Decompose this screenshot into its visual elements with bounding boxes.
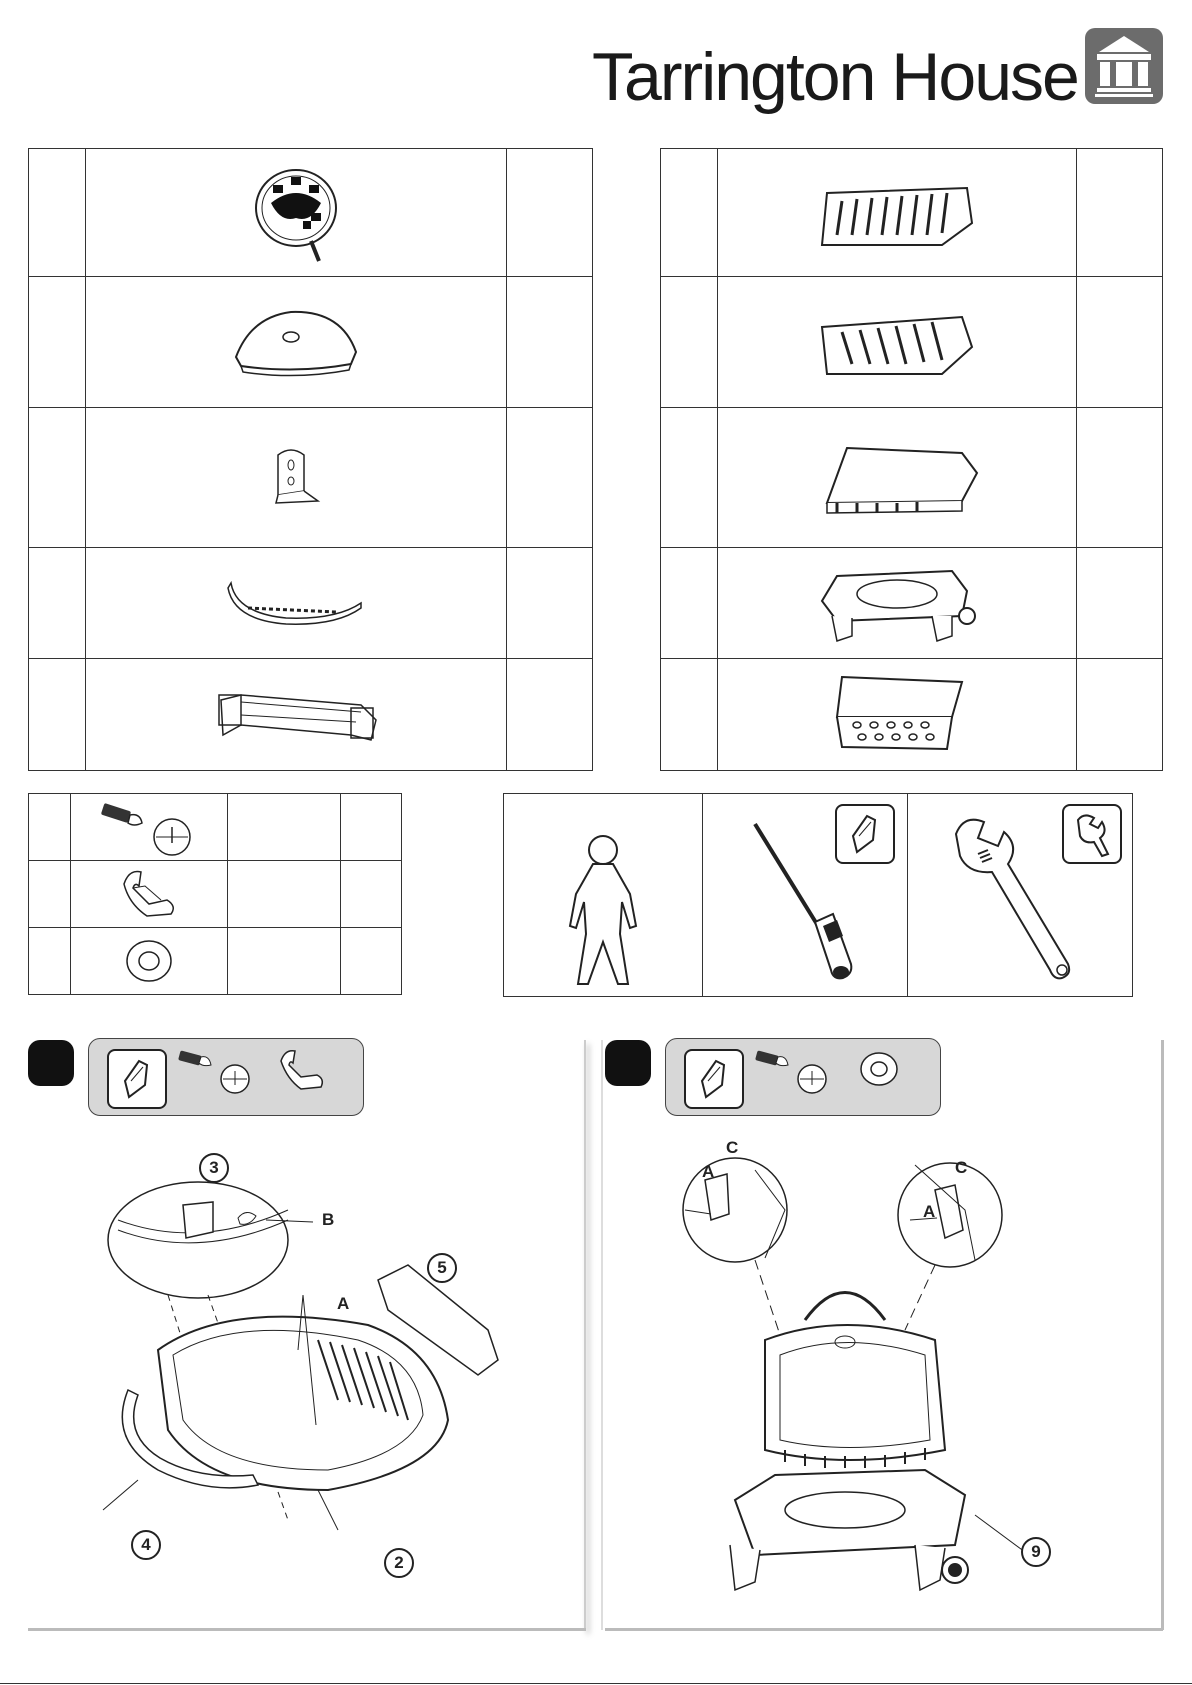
label-C-left: C xyxy=(726,1138,739,1157)
screw-icon xyxy=(754,1045,834,1095)
step2-toolbox xyxy=(665,1038,941,1116)
part-number-cell xyxy=(29,408,86,548)
part-drip-tray xyxy=(717,659,1076,771)
parts-table-right xyxy=(660,148,1163,771)
person-icon xyxy=(504,794,703,996)
page-bottom-rule xyxy=(0,1683,1192,1684)
step2-panel xyxy=(605,1040,1163,1630)
part-qty-cell xyxy=(507,408,593,548)
hardware-clip xyxy=(70,861,227,928)
callout-4: 4 xyxy=(131,1530,161,1560)
hardware-desc-cell xyxy=(227,928,340,995)
part-number-cell xyxy=(661,548,718,659)
part-qty-cell xyxy=(507,659,593,771)
part-bracket xyxy=(85,408,507,548)
part-lid xyxy=(85,277,507,408)
callout-5: 5 xyxy=(427,1253,457,1283)
wrench-badge-icon xyxy=(1062,804,1122,864)
hardware-table xyxy=(28,793,402,995)
label-A: A xyxy=(337,1294,350,1313)
clip-icon xyxy=(273,1047,337,1097)
part-number-cell xyxy=(661,408,718,548)
part-qty-cell xyxy=(1077,149,1163,277)
step2-diagram xyxy=(645,1150,1145,1620)
part-qty-cell xyxy=(507,149,593,277)
part-handle xyxy=(85,548,507,659)
phillips-bit-icon xyxy=(107,1049,167,1109)
part-number-cell xyxy=(29,277,86,408)
hardware-qty-cell xyxy=(340,861,401,928)
hardware-number-cell xyxy=(29,794,71,861)
phillips-bit-icon xyxy=(684,1049,744,1109)
screw-icon xyxy=(177,1045,257,1095)
part-number-cell xyxy=(29,659,86,771)
part-qty-cell xyxy=(507,548,593,659)
hardware-desc-cell xyxy=(227,794,340,861)
label-A-right: A xyxy=(923,1202,936,1221)
part-grill-grate xyxy=(717,149,1076,277)
phillips-bit-icon xyxy=(835,804,895,864)
callout-2: 2 xyxy=(384,1548,414,1578)
label-C-right: C xyxy=(955,1158,968,1177)
part-qty-cell xyxy=(1077,408,1163,548)
hardware-screw xyxy=(70,794,227,861)
label-B: B xyxy=(322,1210,335,1229)
part-number-cell xyxy=(29,149,86,277)
part-burner-plate xyxy=(85,149,507,277)
step2-bottom-edge xyxy=(605,1628,1163,1631)
step2-marker xyxy=(605,1040,651,1086)
part-qty-cell xyxy=(1077,548,1163,659)
step1-marker xyxy=(28,1040,74,1086)
part-number-cell xyxy=(661,277,718,408)
step1-panel xyxy=(28,1040,586,1630)
part-number-cell xyxy=(29,548,86,659)
wrench-icon xyxy=(908,794,1132,996)
hardware-qty-cell xyxy=(340,928,401,995)
brand-name: Tarrington House xyxy=(592,39,1078,115)
part-qty-cell xyxy=(1077,277,1163,408)
step1-toolbox xyxy=(88,1038,364,1116)
hardware-number-cell xyxy=(29,861,71,928)
hardware-washer xyxy=(70,928,227,995)
step1-edge xyxy=(584,1040,586,1630)
part-griddle-grate xyxy=(717,277,1076,408)
part-qty-cell xyxy=(1077,659,1163,771)
hardware-number-cell xyxy=(29,928,71,995)
callout-3: 3 xyxy=(199,1153,229,1183)
step2-edge xyxy=(1161,1040,1164,1630)
part-base-body xyxy=(717,548,1076,659)
part-number-cell xyxy=(661,149,718,277)
callout-9: 9 xyxy=(1021,1537,1051,1567)
step1-bottom-edge xyxy=(28,1628,586,1631)
part-leg-frame xyxy=(85,659,507,771)
parts-table-left xyxy=(28,148,593,771)
part-hot-plate xyxy=(717,408,1076,548)
screwdriver-icon xyxy=(703,794,908,996)
step2-left-edge xyxy=(601,1040,603,1630)
part-qty-cell xyxy=(507,277,593,408)
washer-icon xyxy=(856,1049,902,1089)
tools-panel xyxy=(503,793,1133,997)
hardware-desc-cell xyxy=(227,861,340,928)
label-A-left: A xyxy=(702,1162,715,1181)
hardware-qty-cell xyxy=(340,794,401,861)
house-logo-icon xyxy=(1085,28,1163,104)
part-number-cell xyxy=(661,659,718,771)
